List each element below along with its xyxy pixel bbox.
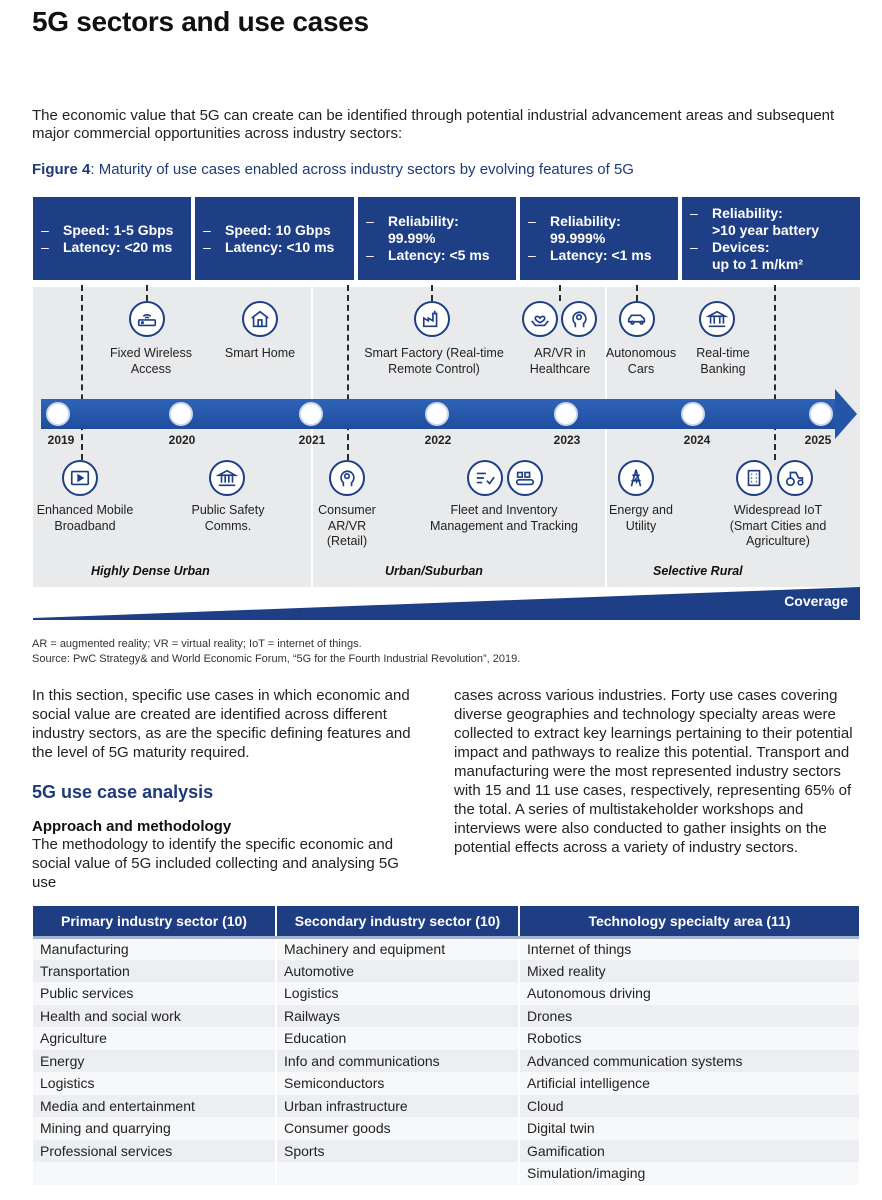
factory-icon: [414, 301, 450, 337]
table-cell: Logistics: [33, 1072, 276, 1095]
page-title: 5G sectors and use cases: [32, 6, 369, 37]
abbreviations-note: AR = augmented reality; VR = virtual reality; IoT = internet of things.: [32, 638, 362, 650]
year-label: 2022: [424, 433, 452, 447]
table-cell: Advanced communication systems: [519, 1050, 859, 1073]
year-label: 2019: [47, 433, 75, 447]
table-cell: [33, 1162, 276, 1185]
year-label: 2020: [168, 433, 196, 447]
timeline-dot: [299, 402, 323, 426]
table-row: [33, 1117, 859, 1140]
table-cell: Consumer goods: [276, 1117, 519, 1140]
connector-line: [146, 285, 148, 301]
table-cell: Cloud: [519, 1095, 859, 1118]
use-case-label: Enhanced Mobile Broadband: [36, 503, 134, 533]
table-cell: Simulation/imaging: [519, 1162, 859, 1185]
timeline-dot: [681, 402, 705, 426]
utility-tower-icon: [618, 460, 654, 496]
feature-box-2: [195, 197, 354, 283]
table-cell: Health and social work: [33, 1005, 276, 1028]
table-cell: Sports: [276, 1140, 519, 1163]
feature-line: – Latency: <20 ms: [41, 238, 173, 255]
router-icon: [129, 301, 165, 337]
feature-box-3: [358, 197, 516, 283]
video-player-icon: [62, 460, 98, 496]
zone-label: Urban/Suburban: [385, 564, 483, 578]
table-cell: Mixed reality: [519, 960, 859, 983]
use-case-label: Consumer AR/VR (Retail): [318, 503, 376, 548]
feature-line: – Reliability:: [528, 213, 621, 229]
section-heading: 5G use case analysis: [32, 782, 214, 802]
table-cell: Public services: [33, 982, 276, 1005]
source-note: Source: PwC Strategy& and World Economic Forum, “5G for the Fourth Industrial Revolution”, 2019.: [32, 653, 521, 665]
house-icon: [242, 301, 278, 337]
body-paragraph: cases across various industries. Forty use cases covering diverse geographies and technology specialty areas were collected to extract key learnings pertaining to their potential impact and pathways to realize this potential. Transport and manufacturing were the most represented industry sectors with 15 and 11 use cases, respectively, representing 65% of the total. A series of multistakeholder workshops and interviews were also conducted to gather insights on the potential effects across a variety of industry sectors.: [454, 687, 853, 856]
coverage-label: Coverage: [784, 593, 848, 609]
feature-box-4: [520, 197, 678, 283]
zone-label: Highly Dense Urban: [91, 564, 210, 578]
timeline-dot: [425, 402, 449, 426]
table-header: Secondary industry sector (10): [276, 906, 519, 937]
government-building-icon: [209, 460, 245, 496]
city-building-icon: [736, 460, 772, 496]
table-row: [33, 1027, 859, 1050]
table-cell: Digital twin: [519, 1117, 859, 1140]
timeline-dot: [554, 402, 578, 426]
timeline-arrow-icon: [835, 389, 857, 439]
feature-line: – Latency: <1 ms: [528, 247, 652, 263]
table-cell: Energy: [33, 1050, 276, 1073]
table-cell: Agriculture: [33, 1027, 276, 1050]
conveyor-icon: [507, 460, 543, 496]
table-cell: Machinery and equipment: [276, 937, 519, 960]
table-cell: Education: [276, 1027, 519, 1050]
maturity-figure: [33, 197, 860, 620]
timeline-dot: [809, 402, 833, 426]
year-label: 2024: [683, 433, 711, 447]
feature-line: – Latency: <10 ms: [203, 238, 335, 255]
table-cell: Professional services: [33, 1140, 276, 1163]
figure-caption-text: : Maturity of use cases enabled across industry sectors by evolving features of 5G: [90, 161, 634, 178]
feature-box-5: [682, 197, 860, 283]
connector-line: [347, 285, 349, 460]
head-vr-icon: [329, 460, 365, 496]
feature-subline: 99.99%: [388, 230, 436, 246]
car-icon: [619, 301, 655, 337]
table-cell: Autonomous driving: [519, 982, 859, 1005]
body-paragraph: The methodology to identify the specific economic and social value of 5G included collecting and analysing 5G use: [32, 836, 399, 891]
table-row: [33, 1072, 859, 1095]
table-cell: Robotics: [519, 1027, 859, 1050]
feature-subline: >10 year battery: [712, 221, 820, 238]
table-cell: Internet of things: [519, 937, 859, 960]
use-case-label: Smart Factory (Real-time Remote Control): [364, 346, 504, 376]
connector-line: [431, 285, 433, 301]
bank-icon: [699, 301, 735, 337]
body-paragraph: In this section, specific use cases in which economic and social value are created are identified across different industry sectors, as are the specific defining features and the level of 5G maturity required.: [32, 687, 411, 761]
table-cell: Gamification: [519, 1140, 859, 1163]
table-cell: Semiconductors: [276, 1072, 519, 1095]
feature-line: – Reliability:: [366, 213, 459, 229]
connector-line: [559, 285, 561, 301]
timeline-dot: [169, 402, 193, 426]
table-cell: Drones: [519, 1005, 859, 1028]
table-cell: Manufacturing: [33, 937, 276, 960]
connector-line: [774, 285, 776, 460]
use-case-label: Real-time Banking: [696, 346, 750, 376]
use-case-label: Smart Home: [224, 346, 296, 360]
table-cell: Info and communications: [276, 1050, 519, 1073]
feature-line: – Reliability:: [690, 204, 783, 221]
use-case-label: Autonomous Cars: [605, 346, 677, 376]
right-column: [454, 686, 854, 857]
table-row: [33, 937, 859, 960]
year-label: 2025: [804, 433, 832, 447]
head-gear-icon: [561, 301, 597, 337]
tractor-icon: [777, 460, 813, 496]
feature-box-1: [33, 197, 191, 283]
table-cell: Transportation: [33, 960, 276, 983]
sector-table: [33, 906, 859, 1185]
heart-hands-icon: [522, 301, 558, 337]
table-cell: Media and entertainment: [33, 1095, 276, 1118]
subsection-heading: Approach and methodology: [32, 818, 232, 835]
feature-line: – Devices:: [690, 238, 770, 255]
feature-subline: 99.999%: [550, 230, 606, 246]
table-row: [33, 1050, 859, 1073]
table-row: [33, 960, 859, 983]
table-row: [33, 1140, 859, 1163]
figure-caption: [32, 161, 634, 178]
year-label: 2023: [553, 433, 581, 447]
table-cell: Automotive: [276, 960, 519, 983]
figure-label: Figure 4: [32, 161, 91, 178]
table-row: [33, 1162, 859, 1185]
table-cell: Urban infrastructure: [276, 1095, 519, 1118]
connector-line: [636, 285, 638, 301]
use-case-label: Energy and Utility: [609, 503, 673, 533]
feature-subline: up to 1 m/km²: [712, 255, 804, 272]
intro-paragraph: The economic value that 5G can create can be identified through potential industrial advancement areas and subsequent major commercial opportunities across industry sectors:: [32, 107, 835, 142]
timeline-dot: [46, 402, 70, 426]
table-cell: Mining and quarrying: [33, 1117, 276, 1140]
use-case-label: AR/VR in Healthcare: [529, 346, 591, 376]
coverage-wedge: [33, 587, 860, 620]
zone-label: Selective Rural: [653, 564, 743, 578]
table-cell: [276, 1162, 519, 1185]
table-body: [33, 937, 859, 1185]
table-cell: Railways: [276, 1005, 519, 1028]
left-column: [32, 686, 427, 892]
year-label: 2021: [298, 433, 326, 447]
use-case-label: Widespread IoT (Smart Cities and Agriculture): [729, 503, 827, 548]
feature-line: – Speed: 1-5 Gbps: [41, 221, 174, 238]
use-case-label: Fleet and Inventory Management and Tracking: [429, 503, 578, 533]
feature-line: – Speed: 10 Gbps: [203, 221, 331, 238]
table-cell: Logistics: [276, 982, 519, 1005]
checklist-icon: [467, 460, 503, 496]
table-row: [33, 1095, 859, 1118]
use-case-label: Public Safety Comms.: [191, 503, 265, 533]
table-row: [33, 1005, 859, 1028]
feature-line: – Latency: <5 ms: [366, 247, 490, 263]
figure-notes: [32, 637, 520, 667]
table-header: Primary industry sector (10): [33, 906, 276, 937]
use-case-label: Fixed Wireless Access: [110, 346, 192, 376]
table-header-row: [33, 906, 859, 937]
table-row: [33, 982, 859, 1005]
zone-separator: [605, 287, 607, 587]
table-header: Technology specialty area (11): [519, 906, 859, 937]
table-cell: Artificial intelligence: [519, 1072, 859, 1095]
